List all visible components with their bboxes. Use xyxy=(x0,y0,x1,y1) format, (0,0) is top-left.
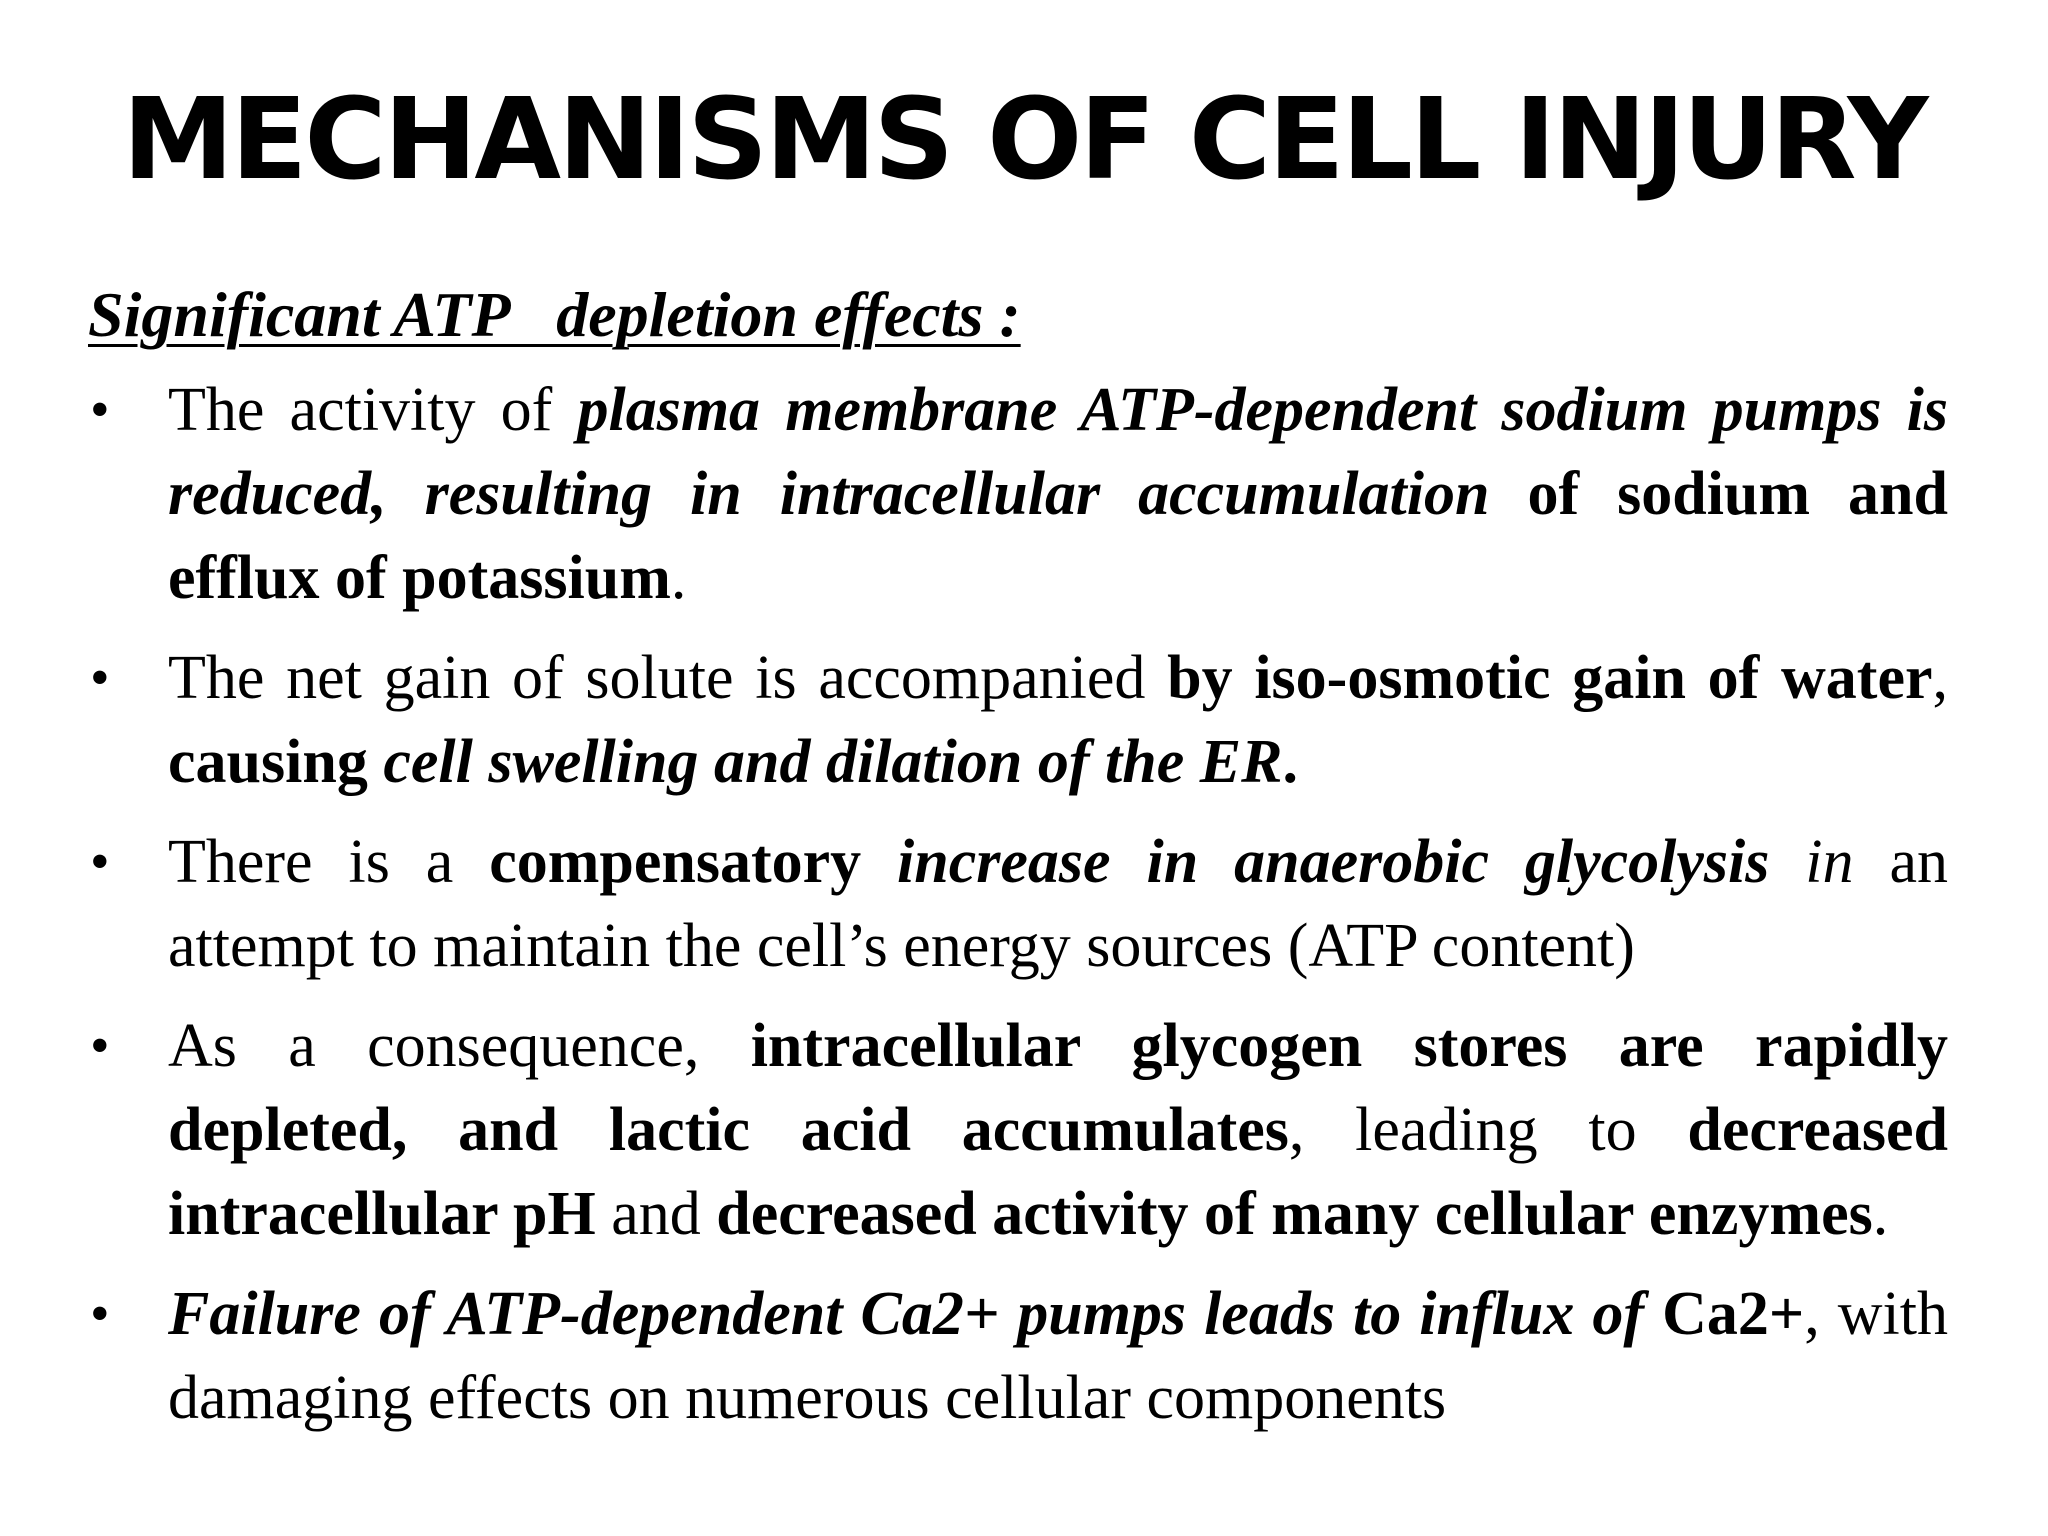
bullet-item xyxy=(0,636,1948,804)
bullet-text-segment: , with damaging effects on numerous cellular components xyxy=(168,1280,1948,1432)
bullet-marker: • xyxy=(90,647,110,709)
bullet-list xyxy=(0,368,2048,1456)
bullet-text-segment: The activity of xyxy=(168,376,578,444)
bullet-text-segment: There is a xyxy=(168,828,490,896)
bullet-text-segment: . xyxy=(1872,1180,1889,1248)
bullet-text-segment: , leading to xyxy=(1288,1096,1688,1164)
bullet-text-segment: . xyxy=(670,544,687,612)
bullet-text-segment: The net gain of solute is accompanied xyxy=(168,644,1168,712)
bullet-item xyxy=(0,1004,1948,1256)
bullet-text-segment: and xyxy=(595,1180,717,1248)
bullet-marker: • xyxy=(90,1015,110,1077)
bullet-text-segment: in xyxy=(1769,828,1854,896)
bullet-item xyxy=(0,368,1948,620)
slide-title: MECHANISMS OF CELL INJURY xyxy=(122,75,1926,205)
bullet-text-segment: an attempt to maintain the cell’s energy sources (ATP content) xyxy=(168,828,1948,980)
bullet-text-segment: , xyxy=(1932,644,1948,712)
bullet-text-segment: . xyxy=(1282,728,1298,796)
bullet-item xyxy=(0,1272,1948,1440)
section-heading: Significant ATP depletion effects : xyxy=(88,279,1021,350)
bullet-text-segment: of sodium and efflux of potassium xyxy=(168,460,1948,612)
bullet-text-segment: Ca2+ xyxy=(1644,1280,1805,1348)
bullet-text-segment: compensatory xyxy=(489,828,898,896)
bullet-text-segment: As a consequence, xyxy=(168,1012,751,1080)
bullet-marker: • xyxy=(90,831,110,893)
bullet-text-segment: decreased activity of many cellular enzymes xyxy=(716,1180,1873,1248)
bullet-text-segment: by iso-osmotic gain of water xyxy=(1167,644,1933,712)
bullet-marker: • xyxy=(90,379,110,441)
bullet-text-segment: decreased intracellular pH xyxy=(168,1096,1948,1248)
bullet-marker: • xyxy=(90,1283,110,1345)
bullet-text-segment: causing xyxy=(168,728,384,796)
bullet-text-segment: Failure of ATP-dependent Ca2+ pumps leads to influx of xyxy=(168,1280,1645,1348)
bullet-text-segment: plasma membrane ATP-dependent sodium pumps is reduced, resulting in intracellular accumulation xyxy=(168,376,1948,528)
bullet-text-segment: cell swelling and dilation of the ER xyxy=(383,728,1283,796)
bullet-item xyxy=(0,820,1948,988)
bullet-text-segment: intracellular glycogen stores are rapidly depleted, and lactic acid accumulates xyxy=(168,1012,1948,1164)
bullet-text-segment: increase in anaerobic glycolysis xyxy=(897,828,1770,896)
